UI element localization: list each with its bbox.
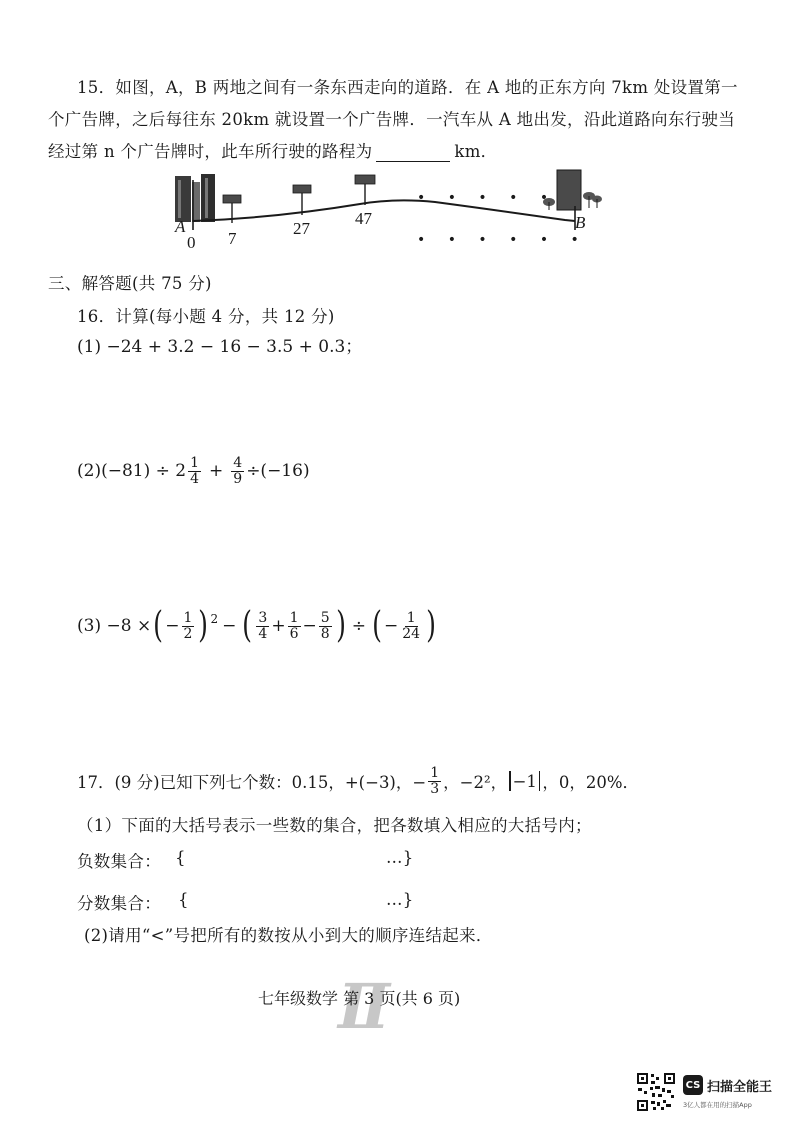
scanner-tagline: 3亿人都在用的扫描App — [683, 1101, 752, 1109]
camscanner-logo-icon: CS — [683, 1075, 703, 1095]
q16-part3: (3) −8 × ( − $\frac{1}{2}$ ) $^2$ − ( $\frac{3}{4}$ + $\frac{1}{6}$ − $\frac{5}{8}$ ) ÷ ( − $\frac{1}{24}$ ) — [77, 605, 437, 646]
fraction: $\frac{1}{2}$ — [183, 609, 193, 642]
tick-label: 47 — [355, 209, 372, 228]
qr-code-icon — [636, 1072, 676, 1112]
frac-set-close: …} — [386, 890, 414, 909]
q16-part2-suffix: ÷(−16) — [246, 461, 310, 482]
dots-bottom: • • • • • • — [417, 232, 588, 248]
plus-sign: + — [209, 461, 224, 482]
fraction: $\frac{3}{4}$ — [258, 609, 268, 642]
label-b: B — [575, 213, 586, 232]
fraction: $\frac{1}{6}$ — [289, 609, 299, 642]
fraction: $\frac{1}{4}$ — [190, 455, 200, 487]
q15-line3 — [48, 138, 497, 162]
neg-set-label: 负数集合： — [77, 852, 161, 871]
page-footer: 七年级数学 第 3 页(共 6 页) — [258, 989, 461, 1008]
tick-label: 7 — [228, 229, 237, 248]
fraction: $\frac{5}{8}$ — [320, 609, 330, 642]
exponent: 2 — [210, 612, 219, 626]
road-figure — [165, 166, 615, 254]
dots-top: • • • • • — [417, 190, 558, 206]
answer-blank — [376, 147, 450, 162]
q16-part3-prefix: (3) −8 × — [77, 616, 152, 636]
section-title: 三、解答题(共 75 分) — [48, 274, 212, 293]
neg-set-open: { — [175, 848, 186, 867]
frac-set-label: 分数集合： — [77, 894, 161, 913]
fraction: $\frac{4}{9}$ — [233, 455, 243, 487]
abs-value: −1 — [512, 771, 537, 791]
billboard-icon — [293, 185, 311, 215]
label-a: A — [175, 217, 186, 236]
building-a-icon — [175, 174, 215, 222]
scanner-app-name: 扫描全能王 — [707, 1080, 773, 1095]
q16-part1: (1) −24 + 3.2 − 16 − 3.5 + 0.3； — [77, 337, 363, 357]
tick-label: 27 — [293, 219, 310, 238]
tick-label: 0 — [187, 233, 196, 252]
q16-part2-prefix: (2)(−81) ÷ 2 — [77, 461, 187, 482]
q16-title: 16．计算(每小题 4 分，共 12 分) — [77, 307, 335, 326]
q16-part2 — [77, 456, 310, 486]
fraction: $\frac{1}{24}$ — [402, 609, 421, 642]
neg-set-close: …} — [386, 848, 414, 867]
watermark: II — [338, 970, 385, 1043]
q15-line3-text: 经过第 n 个广告牌时，此车所行驶的路程为 — [48, 142, 373, 161]
q17-stem: 17．(9 分)已知下列七个数：0.15，+(−3)，− $\frac{1}{3}$ ，−2²， −1 ，0，20%． — [77, 765, 640, 797]
billboard-icon — [355, 175, 375, 205]
frac-set-open: { — [178, 890, 189, 909]
q15-unit: km． — [454, 142, 498, 161]
q17-sub1: （1）下面的大括号表示一些数的集合，把各数填入相应的大括号内； — [77, 816, 592, 835]
fraction: $\frac{1}{3}$ — [430, 765, 440, 797]
q15-line2: 个广告牌，之后每往东 20km 就设置一个广告牌．一汽车从 A 地出发，沿此道路向东行驶当 — [48, 110, 736, 129]
q15-line1: 15．如图，A，B 两地之间有一条东西走向的道路．在 A 地的正东方向 7km 处设置第一 — [77, 78, 738, 97]
q17-sub2: (2)请用“<”号把所有的数按从小到大的顺序连结起来． — [84, 926, 493, 945]
